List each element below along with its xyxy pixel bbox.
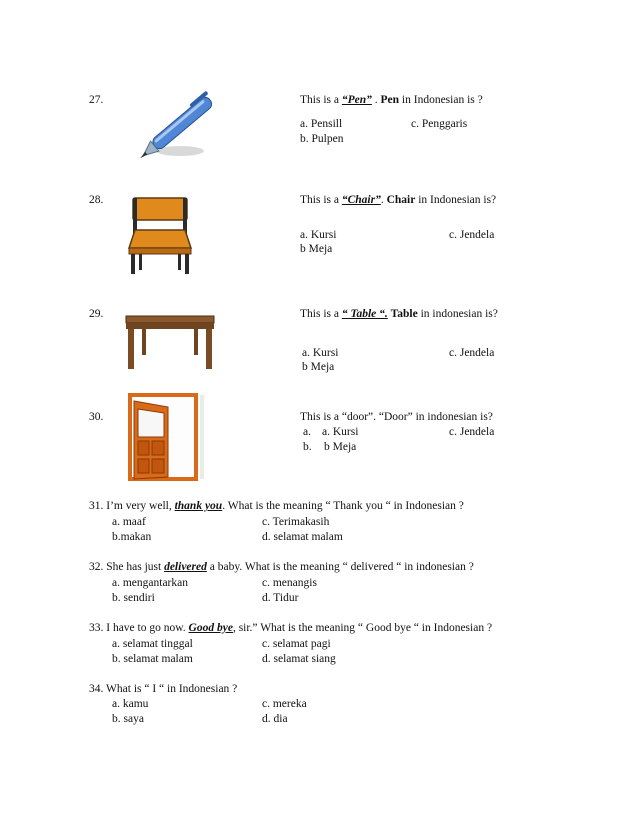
q28-option-b[interactable]: b Meja (300, 243, 333, 255)
door-image (128, 393, 210, 485)
q27-number: 27. (89, 94, 104, 106)
q31-option-d[interactable]: d. selamat malam (262, 531, 343, 543)
q28-question: This is a “Chair”. Chair in Indonesian is? (300, 194, 497, 206)
q34-question: 34. What is “ I “ in Indonesian ? (89, 683, 238, 695)
q30-question: This is a “door”. “Door” in indonesian is? (300, 411, 493, 423)
table-image (122, 314, 218, 372)
q29-question: This is a “ Table “. Table in indonesian is? (300, 308, 498, 320)
q27-option-b[interactable]: b. Pulpen (300, 133, 344, 145)
q30-option-b[interactable]: b Meja (324, 441, 357, 453)
chair-image (125, 196, 195, 278)
q32-option-d[interactable]: d. Tidur (262, 592, 299, 604)
q33-option-c[interactable]: c. selamat pagi (262, 638, 331, 650)
q33-option-a[interactable]: a. selamat tinggal (112, 638, 193, 650)
q34-option-a[interactable]: a. kamu (112, 698, 149, 710)
q28-option-a[interactable]: a. Kursi (300, 229, 337, 241)
q29-option-a[interactable]: a. Kursi (302, 347, 339, 359)
q31-question: 31. I’m very well, thank you. What is the meaning “ Thank you “ in Indonesian ? (89, 500, 464, 512)
q33-option-d[interactable]: d. selamat siang (262, 653, 336, 665)
q30-marker-b: b. (303, 441, 312, 453)
q34-option-d[interactable]: d. dia (262, 713, 288, 725)
q31-option-c[interactable]: c. Terimakasih (262, 516, 330, 528)
q34-option-b[interactable]: b. saya (112, 713, 144, 725)
q32-option-a[interactable]: a. mengantarkan (112, 577, 188, 589)
q30-marker-a: a. (303, 426, 311, 438)
q31-option-a[interactable]: a. maaf (112, 516, 146, 528)
q33-question: 33. I have to go now. Good bye, sir.” What is the meaning “ Good bye “ in Indonesian ? (89, 622, 493, 634)
q29-number: 29. (89, 308, 104, 320)
q27-question: This is a “Pen” . Pen in Indonesian is ? (300, 94, 483, 106)
q32-option-c[interactable]: c. menangis (262, 577, 317, 589)
q28-option-c[interactable]: c. Jendela (449, 229, 495, 241)
q30-number: 30. (89, 411, 104, 423)
pen-image (140, 80, 230, 160)
q34-option-c[interactable]: c. mereka (262, 698, 307, 710)
q32-option-b[interactable]: b. sendiri (112, 592, 155, 604)
q30-option-c[interactable]: c. Jendela (449, 426, 495, 438)
q33-option-b[interactable]: b. selamat malam (112, 653, 193, 665)
q27-option-a[interactable]: a. Pensill (300, 118, 343, 130)
q32-question: 32. She has just delivered a baby. What is the meaning “ delivered “ in indonesian ? (89, 561, 474, 573)
q31-option-b[interactable]: b.makan (112, 531, 152, 543)
q29-option-c[interactable]: c. Jendela (449, 347, 495, 359)
q28-number: 28. (89, 194, 104, 206)
q29-option-b[interactable]: b Meja (302, 361, 335, 373)
q30-option-a[interactable]: a. Kursi (322, 426, 359, 438)
q27-option-c[interactable]: c. Penggaris (411, 118, 468, 130)
